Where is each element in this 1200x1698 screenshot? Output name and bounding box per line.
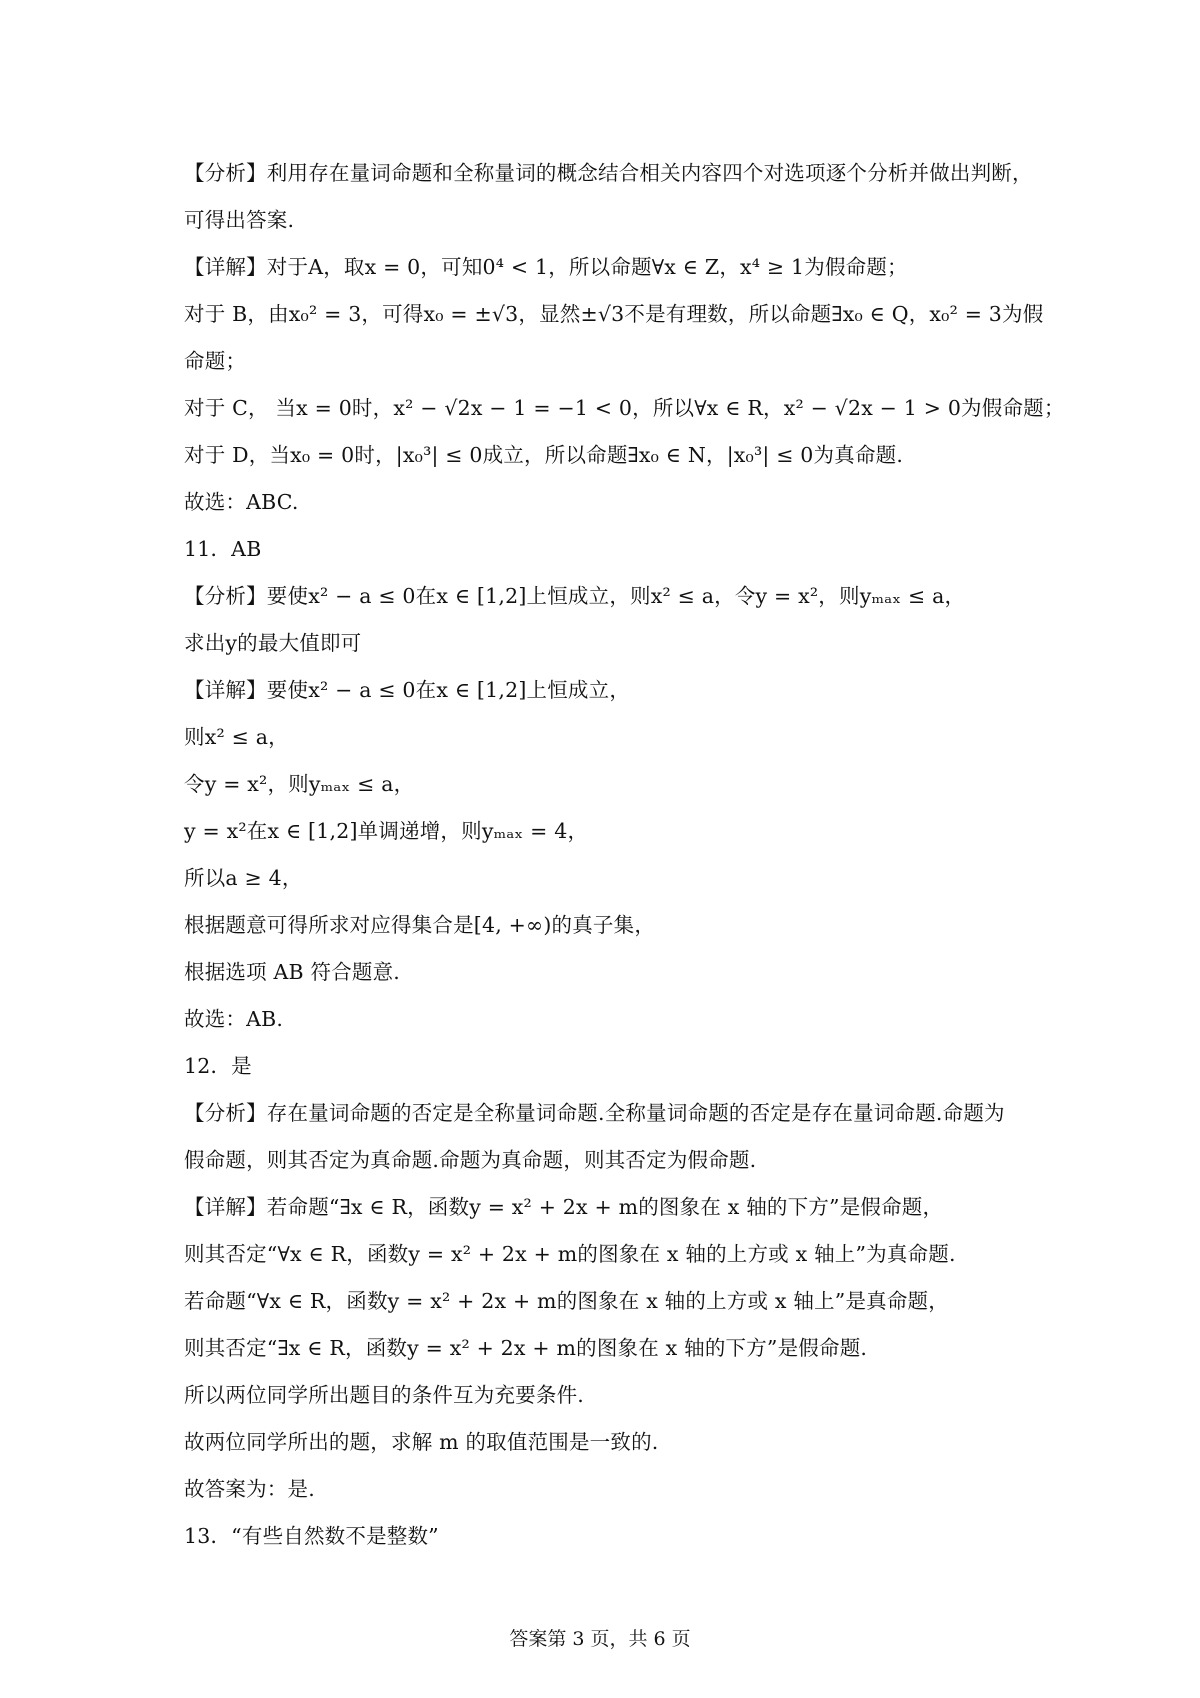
text-line: 根据题意可得所求对应得集合是[4, +∞)的真子集， xyxy=(184,913,656,937)
text-line: 所以a ≥ 4， xyxy=(184,866,303,890)
text-line: 【分析】存在量词命题的否定是全称量词命题.全称量词命题的否定是存在量词命题.命题为 xyxy=(184,1101,1005,1125)
text-line: 所以两位同学所出题目的条件互为充要条件. xyxy=(184,1383,585,1407)
text-line: 故两位同学所出的题，求解 m 的取值范围是一致的. xyxy=(184,1430,659,1454)
text-line: 则其否定“∀x ∈ R，函数y = x² + 2x + m的图象在 x 轴的上方或 x 轴上”为真命题. xyxy=(184,1242,956,1266)
text-line: 对于 D，当x₀ = 0时，|x₀³| ≤ 0成立，所以命题∃x₀ ∈ N，|x₀³| ≤ 0为真命题. xyxy=(184,443,904,467)
question-heading: 13．“有些自然数不是整数” xyxy=(184,1524,439,1548)
text-line: 可得出答案. xyxy=(184,208,295,232)
text-line: 对于 B，由x₀² = 3，可得x₀ = ±√3，显然±√3不是有理数，所以命题∃x₀ ∈ Q，x₀² = 3为假 xyxy=(184,302,1044,326)
text-line: 求出y的最大值即可 xyxy=(184,631,362,655)
text-line: 故选：AB. xyxy=(184,1007,284,1031)
text-line: 【详解】对于A，取x = 0，可知0⁴ < 1，所以命题∀x ∈ Z，x⁴ ≥ 1为假命题； xyxy=(184,255,908,279)
text-line: 【详解】要使x² − a ≤ 0在x ∈ [1,2]上恒成立， xyxy=(184,678,631,702)
text-line: 根据选项 AB 符合题意. xyxy=(184,960,401,984)
text-line: 命题； xyxy=(184,349,247,373)
question-heading: 11．AB xyxy=(184,537,262,561)
text-line: 假命题，则其否定为真命题.命题为真命题，则其否定为假命题. xyxy=(184,1148,757,1172)
text-line: y = x²在x ∈ [1,2]单调递增，则yₘₐₓ = 4， xyxy=(184,819,589,843)
text-line: 【分析】要使x² − a ≤ 0在x ∈ [1,2]上恒成立，则x² ≤ a，令y = x²，则yₘₐₓ ≤ a， xyxy=(184,584,966,608)
text-line: 故答案为：是. xyxy=(184,1477,315,1501)
text-line: 则x² ≤ a， xyxy=(184,725,289,749)
text-line: 则其否定“∃x ∈ R，函数y = x² + 2x + m的图象在 x 轴的下方”是假命题. xyxy=(184,1336,868,1360)
answer-text-block xyxy=(184,150,1065,1560)
page-footer: 答案第 3 页，共 6 页 xyxy=(509,1628,691,1650)
text-line: 令y = x²，则yₘₐₓ ≤ a， xyxy=(184,772,415,796)
text-line: 对于 C， 当x = 0时，x² − √2x − 1 = −1 < 0，所以∀x ∈ R，x² − √2x − 1 > 0为假命题； xyxy=(184,396,1065,420)
text-line: 【详解】若命题“∃x ∈ R，函数y = x² + 2x + m的图象在 x 轴的下方”是假命题， xyxy=(184,1195,944,1219)
text-line: 故选：ABC. xyxy=(184,490,299,514)
text-line: 【分析】利用存在量词命题和全称量词的概念结合相关内容四个对选项逐个分析并做出判断， xyxy=(184,161,1033,185)
text-line: 若命题“∀x ∈ R，函数y = x² + 2x + m的图象在 x 轴的上方或 x 轴上”是真命题， xyxy=(184,1289,949,1313)
question-heading: 12．是 xyxy=(184,1054,252,1078)
